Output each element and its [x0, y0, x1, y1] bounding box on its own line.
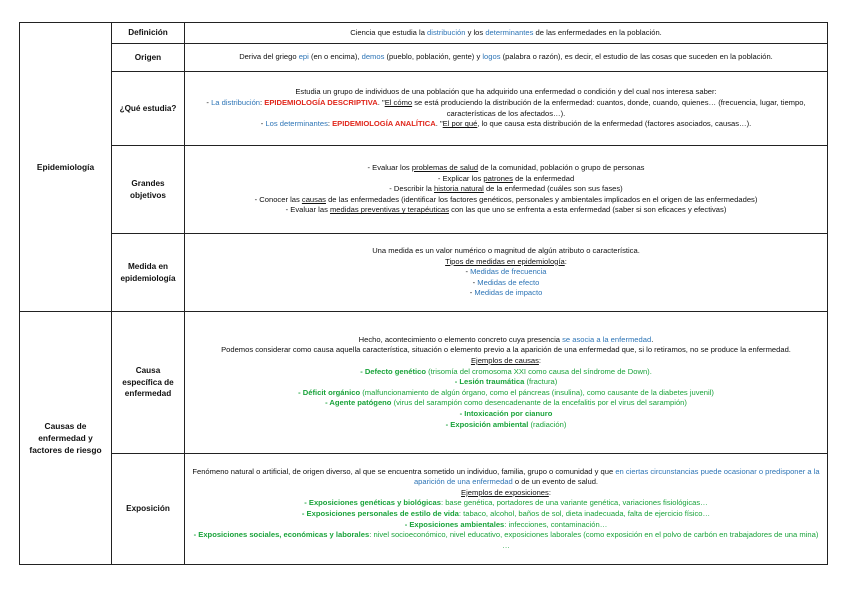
- text-line: [189, 367, 823, 378]
- text-line: [189, 267, 823, 278]
- text-run: (en o encima),: [308, 52, 362, 62]
- text-line: [189, 398, 823, 409]
- text-run: (palabra o razón), es decir, el estudio de las cosas que suceden en la población.: [500, 52, 773, 62]
- text-line: [189, 257, 823, 268]
- text-run: :: [548, 487, 551, 497]
- text-run: - Conocer las: [254, 194, 302, 204]
- text-run: El por qué: [442, 119, 478, 129]
- text-run: - Exposición ambiental: [445, 419, 529, 429]
- text-line: [189, 420, 823, 431]
- text-run: de la comunidad, población o grupo de personas: [478, 163, 645, 173]
- text-run: problemas de salud: [411, 163, 479, 173]
- text-run: (virus del sarampión como desencadenante de la encefalitis por el virus del sarampión): [391, 398, 687, 408]
- section-epidemiologia: Epidemiología: [20, 23, 112, 312]
- content-definicion: [185, 23, 828, 44]
- text-run: - Intoxicación por cianuro: [459, 408, 553, 418]
- text-line: Una medida es un valor numérico o magnitud de algún atributo o característica.: [372, 246, 640, 256]
- text-run: : nivel socioeconómico, nivel educativo, exposiciones laborales (como exposición en el polvo de carbón en trabajadores de una mina) …: [369, 530, 819, 550]
- text-line: [189, 288, 823, 299]
- text-run: con las que uno se enfrenta a esta enfermedad (saber si son eficaces y efectivas): [449, 205, 727, 215]
- text-line: [189, 278, 823, 289]
- text-run: Hecho, acontecimiento o elemento concreto cuya presencia: [358, 334, 563, 344]
- text-line: Estudia un grupo de individuos de una población que ha adquirido una enfermedad o condición y del cual nos interesa saber:: [295, 87, 717, 97]
- text-run: : tabaco, alcohol, baños de sol, dieta inadecuada, falta de ejercicio físico…: [458, 509, 711, 518]
- text-line: [189, 98, 823, 119]
- text-run: patrones: [483, 173, 513, 183]
- text-run: :: [538, 356, 542, 366]
- text-run: o de un evento de salud.: [512, 477, 599, 487]
- text-run: historia natural: [434, 184, 484, 194]
- text-run: -: [469, 288, 475, 298]
- text-run: determinantes: [485, 27, 534, 37]
- text-run: - Exposiciones personales de estilo de vida: [301, 509, 459, 518]
- text-run: . ": [377, 97, 385, 107]
- row-exposicion: [20, 454, 828, 565]
- label-que-estudia: ¿Qué estudia?: [112, 72, 185, 146]
- label-causa-especifica: Causa específica de enfermedad: [112, 312, 185, 454]
- text-line: [189, 409, 823, 420]
- text-run: de las enfermedades en la población.: [533, 27, 662, 37]
- content-grandes-objetivos: [185, 146, 828, 234]
- text-run: - Explicar los: [437, 173, 484, 183]
- text-line: [189, 520, 823, 531]
- text-run: causas: [301, 194, 326, 204]
- text-run: se está produciendo la distribución de la enfermedad: cuantos, donde, cuando, quienes… (frecuencia, lugar, tiempo, características de los afectados…).: [412, 97, 806, 118]
- text-run: Medidas de efecto: [477, 277, 540, 287]
- label-definicion: Definición: [112, 23, 185, 44]
- content-que-estudia: [185, 72, 828, 146]
- text-run: :: [564, 256, 567, 266]
- label-origen: Origen: [112, 44, 185, 72]
- row-definicion: [20, 23, 828, 44]
- text-run: - Déficit orgánico: [298, 387, 361, 397]
- row-grandes-objetivos: [20, 146, 828, 234]
- text-run: - Describir la: [389, 184, 435, 194]
- text-run: - Evaluar los: [367, 163, 412, 173]
- text-run: (malfuncionamiento de algún órgano, como el páncreas (insulina), como causante de la diabetes juvenil): [360, 387, 714, 397]
- text-run: (trisomía del cromosoma XXI como causa del síndrome de Down).: [426, 366, 652, 376]
- text-run: medidas preventivas y terapéuticas: [329, 205, 450, 215]
- text-run: Ciencia que estudia la: [350, 27, 428, 37]
- text-run: El cómo: [384, 97, 413, 107]
- text-line: [189, 119, 823, 130]
- text-line: [189, 205, 823, 216]
- text-run: logos: [482, 52, 501, 62]
- text-run: - Exposiciones ambientales: [404, 519, 505, 529]
- text-run: de la enfermedad (cuáles son sus fases): [483, 184, 623, 194]
- text-run: Los determinantes: [265, 119, 328, 129]
- label-exposicion: Exposición: [112, 454, 185, 565]
- text-line: Podemos considerar como causa aquella característica, situación o elemento previo a la aparición de una enfermedad que, si lo retiramos, no se produce la enfermedad.: [221, 345, 791, 355]
- text-run: - Exposiciones sociales, económicas y laborales: [193, 530, 370, 540]
- text-run: -: [260, 119, 266, 129]
- text-run: -: [472, 277, 478, 287]
- text-run: Tipos de medidas en epidemiología: [445, 256, 565, 266]
- text-line: [189, 356, 823, 367]
- text-run: - Evaluar las: [285, 205, 330, 215]
- text-line: [189, 498, 823, 509]
- text-run: : infecciones, contaminación…: [504, 519, 608, 529]
- text-run: distribución: [427, 27, 466, 37]
- text-run: Fenómeno natural o artificial, de origen diverso, al que se encuentra sometido un individuo, familia, grupo o comunidad y que: [192, 466, 616, 476]
- text-run: de la enfermedad: [512, 173, 575, 183]
- text-line: [189, 488, 823, 499]
- text-line: [189, 184, 823, 195]
- text-run: : base genética, portadores de una variante genética, variaciones fisiológicas…: [440, 498, 708, 508]
- text-run: . ": [435, 119, 443, 129]
- text-run: - Defecto genético: [360, 366, 427, 376]
- text-line: [189, 377, 823, 388]
- text-run: Deriva del griego: [239, 52, 299, 62]
- text-run: se asocia a la enfermedad: [562, 334, 652, 344]
- summary-table: [19, 22, 828, 565]
- text-run: (pueblo, población, gente) y: [384, 52, 483, 62]
- text-run: EPIDEMIOLOGÍA ANALÍTICA: [332, 119, 436, 129]
- row-medida: [20, 234, 828, 312]
- label-grandes-objetivos: Grandes objetivos: [112, 146, 185, 234]
- text-run: (radiación): [528, 419, 567, 429]
- label-medida: Medida en epidemiología: [112, 234, 185, 312]
- text-line: [189, 530, 823, 551]
- text-run: -: [465, 267, 471, 277]
- text-run: Medidas de frecuencia: [470, 267, 547, 277]
- text-run: :: [260, 97, 265, 107]
- text-run: Ejemplos de causas: [470, 356, 539, 366]
- text-line: [189, 509, 823, 520]
- text-run: - Lesión traumática: [454, 377, 525, 387]
- text-line: [189, 388, 823, 399]
- text-line: [189, 467, 823, 488]
- content-causa-especifica: [185, 312, 828, 454]
- content-exposicion: [185, 454, 828, 565]
- text-run: y los: [465, 27, 486, 37]
- text-line: [189, 163, 823, 174]
- text-run: , lo que causa esta distribución de la enfermedad (factores asociados, causas…).: [477, 119, 752, 129]
- text-line: [189, 195, 823, 206]
- text-run: demos: [361, 52, 385, 62]
- text-run: -: [206, 97, 212, 107]
- text-run: (fractura): [524, 377, 558, 387]
- row-causa-especifica: [20, 312, 828, 454]
- text-run: - Exposiciones genéticas y biológicas: [304, 498, 441, 508]
- section-causas: Causas de enfermedad y factores de riesgo: [20, 312, 112, 565]
- text-run: :: [327, 119, 333, 129]
- text-run: EPIDEMIOLOGÍA DESCRIPTIVA: [264, 97, 378, 107]
- text-run: en ciertas circunstancias puede ocasionar o predisponer a la aparición de una enfermedad: [413, 466, 820, 487]
- text-run: - Agente patógeno: [325, 398, 392, 408]
- text-run: La distribución: [211, 97, 261, 107]
- row-que-estudia: [20, 72, 828, 146]
- text-run: Medidas de impacto: [474, 288, 543, 298]
- text-run: de las enfermedades (identificar los factores genéticos, personales y ambientales implicados en el origen de las enfermedades): [325, 194, 758, 204]
- text-line: [189, 174, 823, 185]
- text-run: Ejemplos de exposiciones: [461, 487, 549, 497]
- text-run: .: [651, 334, 654, 344]
- content-medida: [185, 234, 828, 312]
- content-origen: [185, 44, 828, 72]
- row-origen: [20, 44, 828, 72]
- text-line: [189, 335, 823, 346]
- text-run: epi: [298, 52, 309, 62]
